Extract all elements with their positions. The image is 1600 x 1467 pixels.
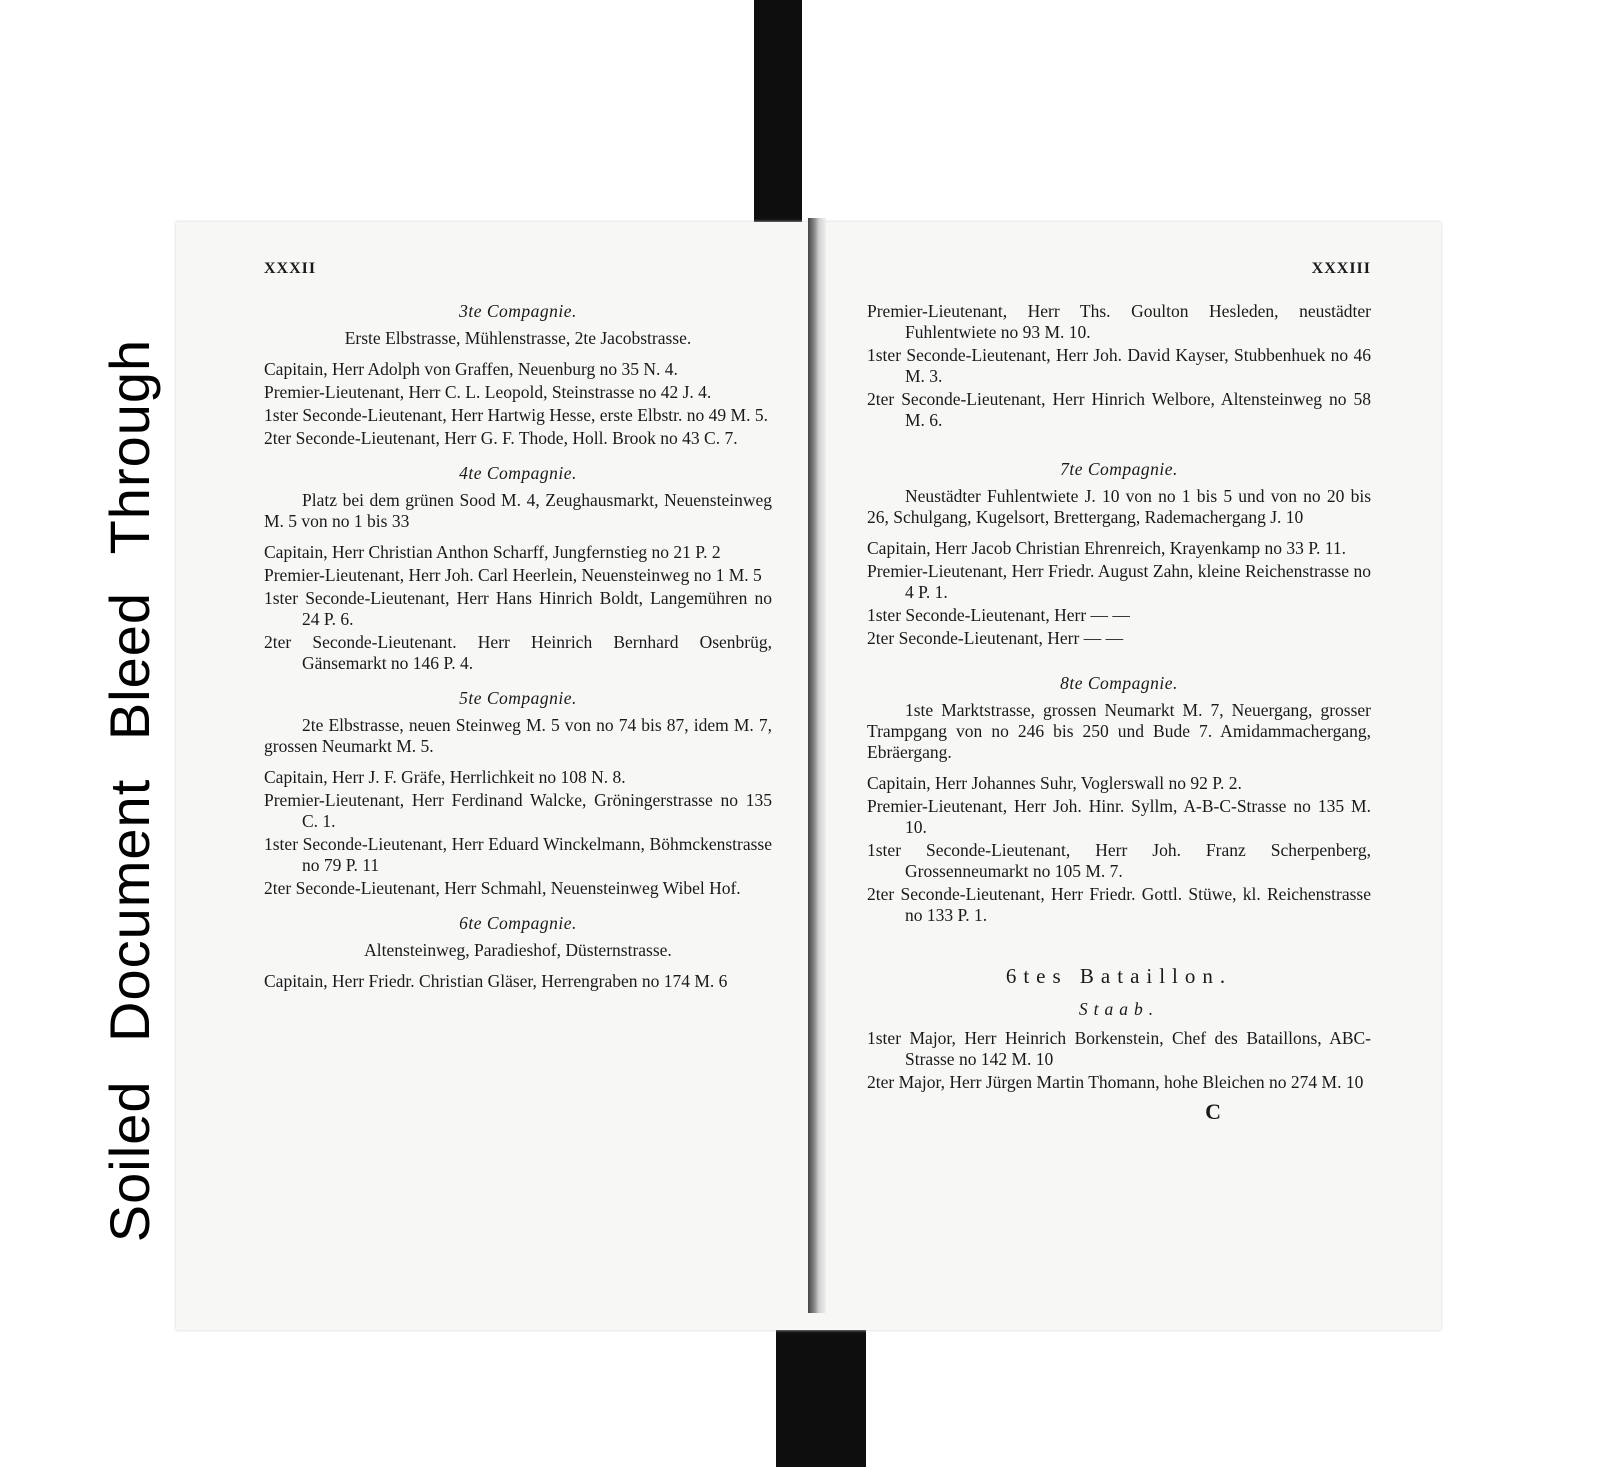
officer-entry: Premier-Lieutenant, Herr C. L. Leopold, Steinstrasse no 42 J. 4. — [264, 382, 712, 402]
company-section — [867, 459, 1371, 649]
binding-strip-top — [754, 0, 802, 222]
officer-entry: 1ster Seconde-Lieutenant, Herr Hans Hinrich Boldt, Langemühren no 24 P. 6. — [264, 588, 772, 629]
company-heading: 6te Compagnie. — [459, 913, 577, 933]
signature-mark: C — [1205, 1099, 1221, 1124]
officer-entry: 2ter Seconde-Lieutenant, Herr Schmahl, Neuensteinweg Wibel Hof. — [264, 878, 741, 898]
company-section — [264, 301, 772, 449]
right-page — [867, 238, 1371, 1122]
continued-company-section — [867, 301, 1371, 431]
company-heading: 7te Compagnie. — [1060, 459, 1178, 479]
officer-entry: 2ter Seconde-Lieutenant, Herr — — — [867, 628, 1124, 648]
officer-entry: 1ster Seconde-Lieutenant, Herr Hartwig Hesse, erste Elbstr. no 49 M. 5. — [264, 405, 768, 425]
company-heading: 5te Compagnie. — [459, 688, 577, 708]
soiled-document-stamp — [95, 270, 165, 1310]
officer-entry: 2ter Seconde-Lieutenant. Herr Heinrich Bernhard Osenbrüg, Gänsemarkt no 146 P. 4. — [264, 632, 772, 673]
page-number: XXXII — [264, 260, 317, 277]
officer-entry: Capitain, Herr Christian Anthon Scharff, Jungfernstieg no 21 P. 2 — [264, 542, 721, 562]
battalion-heading: 6tes Bataillon. — [1005, 964, 1233, 988]
officer-entry: 2ter Seconde-Lieutenant, Herr G. F. Thode, Holl. Brook no 43 C. 7. — [264, 428, 738, 448]
company-section — [264, 913, 772, 992]
officer-entry: Premier-Lieutenant, Herr Joh. Hinr. Syllm, A-B-C-Strasse no 135 M. 10. — [867, 796, 1371, 837]
officer-entry: 1ster Major, Herr Heinrich Borkenstein, Chef des Bataillons, ABC-Strasse no 142 M. 10 — [867, 1028, 1371, 1069]
officer-entry: 1ster Seconde-Lieutenant, Herr Joh. Franz Scherpenberg, Grossenneumarkt no 105 M. 7. — [867, 840, 1371, 881]
company-section — [867, 673, 1371, 926]
company-heading: 4te Compagnie. — [459, 463, 577, 483]
district-streets: Platz bei dem grünen Sood M. 4, Zeughausmarkt, Neuensteinweg M. 5 von no 1 bis 33 — [264, 490, 772, 531]
officer-entry: 1ster Seconde-Lieutenant, Herr Eduard Winckelmann, Böhmckenstrasse no 79 P. 11 — [264, 834, 772, 875]
district-streets: Altensteinweg, Paradieshof, Düsternstrasse. — [364, 940, 672, 960]
officer-entry: Capitain, Herr Friedr. Christian Gläser, Herrengraben no 174 M. 6 — [264, 971, 728, 991]
officer-entry: Premier-Lieutenant, Herr Ferdinand Walcke, Gröningerstrasse no 135 C. 1. — [264, 790, 772, 831]
officer-entry: Capitain, Herr Jacob Christian Ehrenreich, Krayenkamp no 33 P. 11. — [867, 538, 1347, 558]
officer-entry: 2ter Seconde-Lieutenant, Herr Hinrich Welbore, Altensteinweg no 58 M. 6. — [867, 389, 1371, 430]
officer-entry: Premier-Lieutenant, Herr Friedr. August Zahn, kleine Reichenstrasse no 4 P. 1. — [867, 561, 1371, 602]
officer-entry: 1ster Seconde-Lieutenant, Herr Joh. David Kayser, Stubbenhuek no 46 M. 3. — [867, 345, 1371, 386]
stamp-label: Soiled Document Bleed Through — [98, 338, 162, 1242]
company-heading: 8te Compagnie. — [1060, 673, 1178, 693]
staff-heading: Staab. — [1078, 999, 1160, 1019]
district-streets: Neustädter Fuhlentwiete J. 10 von no 1 bis 5 und von no 20 bis 26, Schulgang, Kugelsort, Brettergang, Rademachergang J. 10 — [867, 486, 1371, 527]
company-section — [264, 688, 772, 899]
company-section — [264, 463, 772, 674]
page-number: XXXIII — [1311, 260, 1371, 277]
left-page — [264, 238, 772, 994]
company-heading: 3te Compagnie. — [459, 301, 577, 321]
district-streets: Erste Elbstrasse, Mühlenstrasse, 2te Jacobstrasse. — [344, 328, 692, 348]
officer-entry: Capitain, Herr Adolph von Graffen, Neuenburg no 35 N. 4. — [264, 359, 678, 379]
officer-entry: Capitain, Herr Johannes Suhr, Voglerswall no 92 P. 2. — [867, 773, 1242, 793]
officer-entry: Premier-Lieutenant, Herr Ths. Goulton Hesleden, neustädter Fuhlentwiete no 93 M. 10. — [867, 301, 1371, 342]
district-streets: 2te Elbstrasse, neuen Steinweg M. 5 von no 74 bis 87, idem M. 7, grossen Neumarkt M. 5. — [264, 715, 772, 756]
officer-entry: 1ster Seconde-Lieutenant, Herr — — — [867, 605, 1130, 625]
officer-entry: Capitain, Herr J. F. Gräfe, Herrlichkeit no 108 N. 8. — [264, 767, 626, 787]
book-gutter — [808, 218, 826, 1313]
officer-entry: 2ter Major, Herr Jürgen Martin Thomann, hohe Bleichen no 274 M. 10 — [867, 1072, 1364, 1092]
officer-entry: 2ter Seconde-Lieutenant, Herr Friedr. Gottl. Stüwe, kl. Reichenstrasse no 133 P. 1. — [867, 884, 1371, 925]
binding-strip-bottom — [776, 1310, 866, 1467]
officer-entry: Premier-Lieutenant, Herr Joh. Carl Heerlein, Neuensteinweg no 1 M. 5 — [264, 565, 762, 585]
district-streets: 1ste Marktstrasse, grossen Neumarkt M. 7, Neuergang, grosser Trampgang von no 246 bis 250 und Bude 7. Amidammachergang, Ebräergang. — [867, 700, 1371, 762]
